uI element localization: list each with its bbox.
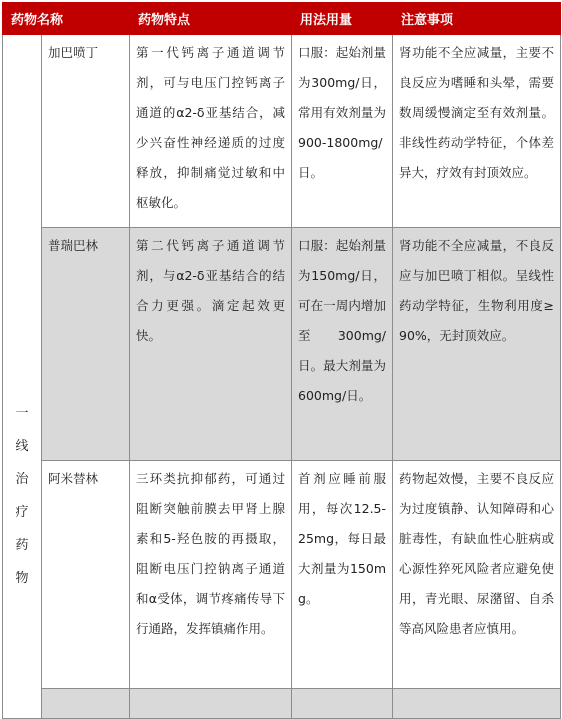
drug-features-cell [130, 689, 292, 719]
category-char: 治 [15, 472, 29, 487]
category-cell [3, 35, 42, 719]
header-precautions: 注意事项 [393, 3, 561, 35]
header-usage-dosage: 用法用量 [292, 3, 393, 35]
notes-cell: 肾功能不全应减量，主要不良反应为嗜睡和头晕，需要数周缓慢滴定至有效剂量。非线性药动学特征，个体差异大，疗效有封顶效应。 [393, 35, 561, 228]
usage-cell: 口服：起始剂量为300mg/日，常用有效剂量为 900-1800mg/日。 [292, 35, 393, 228]
table-row [3, 461, 561, 689]
usage-cell [292, 689, 393, 719]
table-row [3, 35, 561, 228]
category-char: 药 [15, 538, 29, 553]
table-row-partial [3, 689, 561, 719]
drug-name-cell: 加巴喷丁 [42, 35, 130, 228]
category-char: 一 [15, 406, 29, 421]
usage-cell: 首剂应睡前服用，每次12.5-25mg，每日最大剂量为150mg。 [292, 461, 393, 689]
drug-features-cell: 三环类抗抑郁药，可通过阻断突触前膜去甲肾上腺素和5-羟色胺的再摄取，阻断电压门控钠离子通道和α受体，调节疼痛传导下行通路，发挥镇痛作用。 [130, 461, 292, 689]
header-row [3, 3, 561, 35]
notes-cell: 药物起效慢，主要不良反应为过度镇静、认知障碍和心脏毒性，有缺血性心脏病或心源性猝死风险者应避免使用，青光眼、尿潴留、自杀等高风险患者应慎用。 [393, 461, 561, 689]
header-drug-features: 药物特点 [130, 3, 292, 35]
drug-table [2, 2, 561, 719]
header-drug-name: 药物名称 [3, 3, 130, 35]
table-row [3, 228, 561, 461]
drug-features-cell: 第一代钙离子通道调节剂，可与电压门控钙离子通道的α2-δ亚基结合，减少兴奋性神经递质的过度释放，抑制痛觉过敏和中枢敏化。 [130, 35, 292, 228]
category-char: 疗 [15, 505, 29, 520]
drug-name-cell [42, 689, 130, 719]
notes-cell: 肾功能不全应减量，不良反应与加巴喷丁相似。呈线性药动学特征，生物利用度≥90%，无封顶效应。 [393, 228, 561, 461]
category-char: 线 [15, 439, 29, 454]
drug-name-cell: 普瑞巴林 [42, 228, 130, 461]
drug-features-cell: 第二代钙离子通道调节剂，与α2-δ亚基结合的结合力更强。滴定起效更快。 [130, 228, 292, 461]
category-label [9, 397, 35, 595]
category-char: 物 [15, 571, 29, 586]
notes-cell [393, 689, 561, 719]
usage-cell: 口服：起始剂量为150mg/日，可在一周内增加至 300mg/日。最大剂量为600mg/日。 [292, 228, 393, 461]
drug-name-cell: 阿米替林 [42, 461, 130, 689]
